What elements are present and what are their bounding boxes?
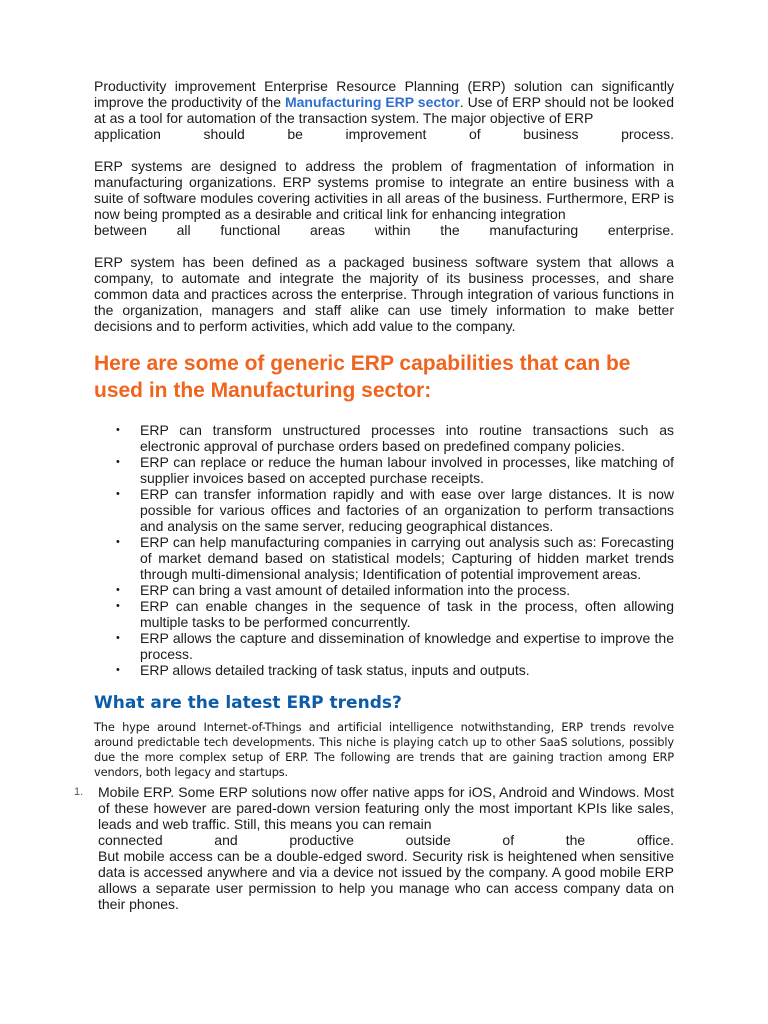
paragraph-definition: ERP system has been defined as a packaged business software system that allows a company, to automate and integrate the majority of its business processes, and share common data and practices across the enterprise. Through integration of various functions in the organization, managers and staff alike can use timely information to make better decisions and to perform activities, which add value to the company. [94,254,674,334]
list-item-text: ERP can transfer information rapidly and with ease over large distances. It is now possible for various offices and factories of an organization to perform transactions and analysis on the same server, reducing geographical distances. [140,486,674,534]
list-item [94,534,674,582]
bullet-icon: • [116,664,120,676]
bullet-icon: • [116,632,120,644]
trend-item-number: 1. [74,786,84,798]
trends-intro: The hype around Internet-of-Things and artificial intelligence notwithstanding, ERP trends revolve around predictable tech developments. This niche is playing catch up to other SaaS solutions, possibly due the more complex setup of ERP. The following are trends that are gaining traction among ERP vendors, both legacy and startups. [94,720,674,779]
bullet-icon: • [116,424,120,436]
bullet-icon: • [116,488,120,500]
list-item-text: ERP can help manufacturing companies in carrying out analysis such as: Forecasting of market demand based on statistical models; Capturing of hidden market trends through multi-dimensional analysis; Identification of potential improvement areas. [140,534,674,582]
capabilities-heading: Here are some of generic ERP capabilities that can be used in the Manufacturing sector: [94,352,631,402]
paragraph-intro-text: Productivity improvement Enterprise Resource Planning (ERP) solution can significantly improve the productivity of the [94,78,674,110]
list-item [94,582,674,598]
list-item [94,630,674,662]
paragraph-fragmentation-text: ERP systems are designed to address the problem of fragmentation of information in manufacturing organizations. ERP systems promise to integrate an entire business with a suite of software modules covering activities in all areas of the business. Furthermore, ERP is now being prompted as a desirable and critical link for enhancing integration [94,158,674,222]
manufacturing-erp-sector-link[interactable]: Manufacturing ERP sector [284,94,460,110]
capabilities-list [94,422,674,678]
list-item [94,486,674,534]
list-item-text: ERP can transform unstructured processes into routine transactions such as electronic approval of purchase orders based on predefined company policies. [140,422,674,454]
list-item-text: ERP allows the capture and dissemination of knowledge and expertise to improve the process. [140,630,674,662]
trend-item-justified-line: connected and productive outside of the office. [98,832,674,848]
paragraph-intro-last-line: application should be improvement of business process. [94,126,674,142]
paragraph-intro [94,78,674,142]
trend-item-mobile-erp [74,784,674,912]
list-item [94,598,674,630]
list-item [94,454,674,486]
trends-heading: What are the latest ERP trends? [94,693,402,713]
bullet-icon: • [116,584,120,596]
paragraph-fragmentation [94,158,674,238]
trend-item-text: Mobile ERP. Some ERP solutions now offer native apps for iOS, Android and Windows. Most of these however are pared-down version featuring only the most important KPIs like sales, leads and web traffic. Still, this means you can remain [98,784,674,832]
paragraph-fragmentation-last-line: between all functional areas within the manufacturing enterprise. [94,222,674,238]
bullet-icon: • [116,536,120,548]
list-item [94,422,674,454]
list-item-text: ERP can bring a vast amount of detailed information into the process. [140,582,571,598]
list-item-text: ERP can enable changes in the sequence of task in the process, often allowing multiple tasks to be performed concurrently. [140,598,674,630]
bullet-icon: • [116,456,120,468]
trend-item-text-cont: But mobile access can be a double-edged sword. Security risk is heightened when sensitive data is accessed anywhere and via a device not issued by the company. A good mobile ERP allows a separate user permission to help you manage who can access company data on their phones. [98,848,674,912]
list-item-text: ERP can replace or reduce the human labour involved in processes, like matching of supplier invoices based on accepted purchase receipts. [140,454,674,486]
list-item-text: ERP allows detailed tracking of task status, inputs and outputs. [140,662,530,678]
paragraph-intro-text-cont: . Use of ERP should not be looked at as a tool for automation of the transaction system. The major objective of ERP [94,94,674,126]
document-body [74,78,674,912]
bullet-icon: • [116,600,120,612]
list-item [94,662,674,678]
